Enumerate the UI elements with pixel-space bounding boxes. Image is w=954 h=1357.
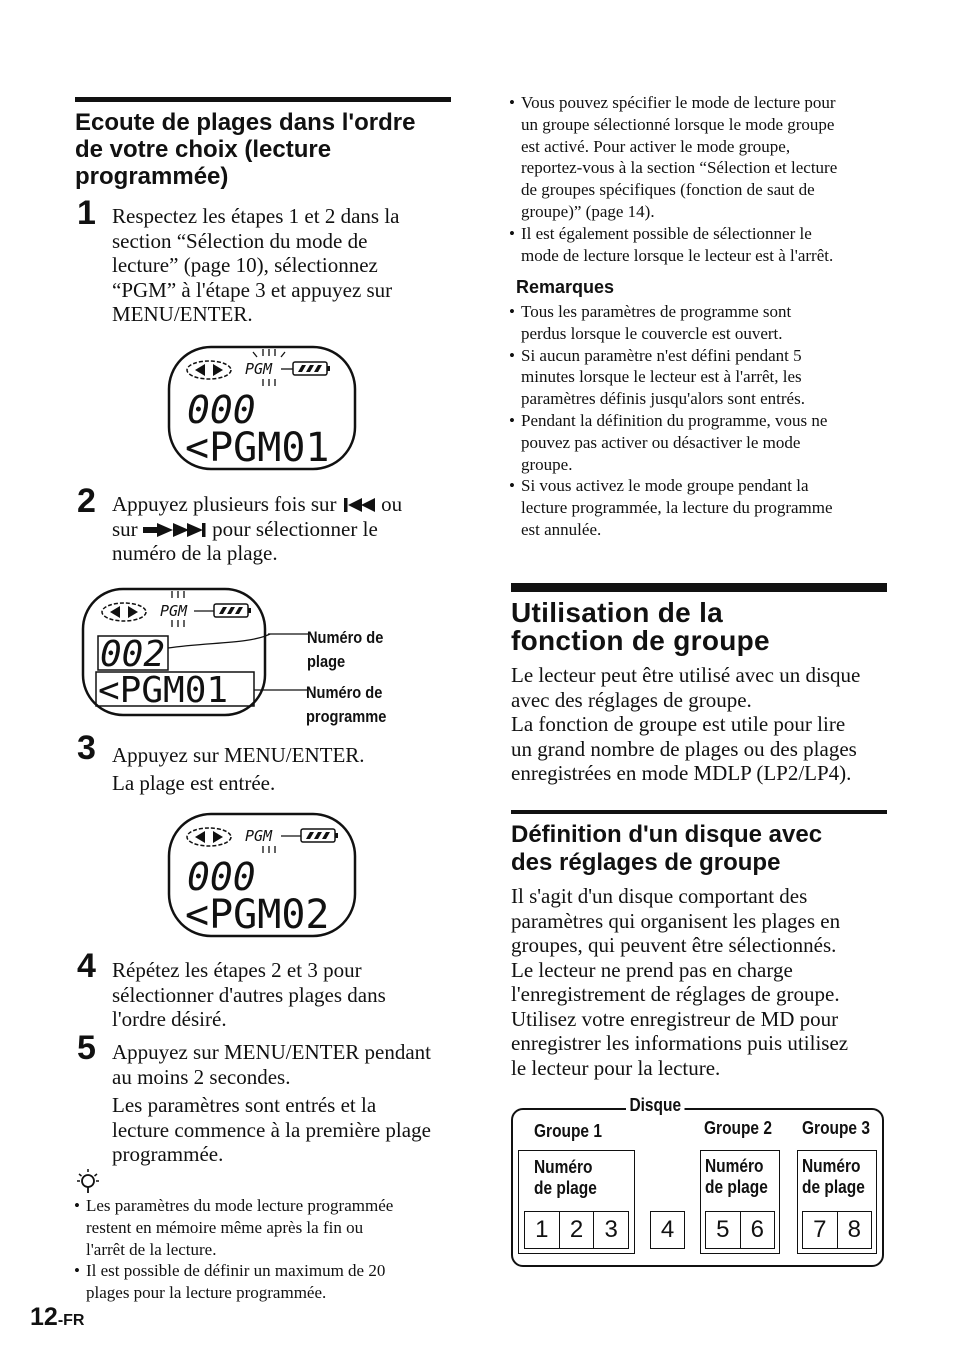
section-rule bbox=[511, 583, 887, 592]
callout-track-number: Numéro de plage bbox=[307, 628, 384, 671]
top-notes-list bbox=[509, 92, 894, 266]
remark-item: • Si aucun paramètre n'est défini pendant 5 minutes lorsque le lecteur est à l'arrêt, les paramètres définis jusqu'alors sont entrés. bbox=[509, 345, 894, 410]
loose-track-cell: 4 bbox=[650, 1211, 685, 1249]
left-heading: Ecoute de plages dans l'ordre de votre choix (lecture programmée) bbox=[75, 109, 416, 190]
group-3-tracks bbox=[802, 1211, 872, 1249]
remark-item: • Si vous activez le mode groupe pendant la lecture programmée, la lecture du programme est annulée. bbox=[509, 475, 894, 540]
page-number: 12-FR bbox=[30, 1303, 85, 1331]
subsection-body: Il s'agit d'un disque comportant des paramètres qui organisent les plages en groupes, qui peuvent être sélectionnés. Le lecteur ne prend pas en charge l'enregistrement de réglages de groupe. Utilisez votre enregistreur de MD pour enregistrer les informations puis utilisez le lecteur pour la lecture. bbox=[511, 884, 849, 1080]
pgm-indicator: PGM bbox=[245, 827, 273, 845]
track-cell: 1 bbox=[525, 1212, 560, 1248]
lcd-display-3 bbox=[165, 810, 360, 940]
step-number-1: 1 bbox=[77, 194, 96, 232]
lcd-line-2: <PGM02 bbox=[185, 892, 330, 938]
track-cell: 2 bbox=[560, 1212, 595, 1248]
step-4-text: Répétez les étapes 2 et 3 pour sélectionner d'autres plages dans l'ordre désiré. bbox=[112, 958, 386, 1031]
previous-track-icon bbox=[342, 497, 376, 513]
group-1-track-label: Numéro de plage bbox=[534, 1157, 597, 1198]
lcd-line-1: 000 bbox=[187, 388, 256, 432]
callout-program-number: Numéro de programme bbox=[306, 683, 387, 726]
step-2-text: Appuyez plusieurs fois sur ou sur pour sélectionner le numéro de la plage. bbox=[112, 492, 403, 565]
lcd-line-2: <PGM01 bbox=[98, 670, 229, 711]
group-3-track-label: Numéro de plage bbox=[802, 1156, 865, 1197]
section-title: Utilisation de la fonction de groupe bbox=[511, 597, 770, 656]
lcd-line-2: <PGM01 bbox=[185, 425, 330, 471]
track-cell: 8 bbox=[847, 1216, 861, 1243]
group-2-track-label: Numéro de plage bbox=[705, 1156, 768, 1197]
remark-item: • Tous les paramètres de programme sont perdus lorsque le couvercle est ouvert. bbox=[509, 301, 894, 345]
tips-list bbox=[74, 1195, 459, 1304]
remarks-title: Remarques bbox=[516, 277, 615, 297]
tip-item: • Il est possible de définir un maximum de 20 plages pour la lecture programmée. bbox=[74, 1260, 459, 1304]
subsection-title: Définition d'un disque avec des réglages de groupe bbox=[511, 821, 823, 876]
subsection-rule bbox=[511, 810, 887, 814]
note-item: • Il est également possible de sélectionner le mode de lecture lorsque le lecteur est à l'arrêt. bbox=[509, 223, 894, 267]
lcd-line-1: 000 bbox=[187, 855, 256, 899]
step-5-text: Appuyez sur MENU/ENTER pendant au moins 2 secondes. Les paramètres sont entrés et la lecture commence à la première plage programmée. bbox=[112, 1040, 432, 1166]
step-number-2: 2 bbox=[77, 482, 96, 520]
group-1-tracks bbox=[524, 1211, 629, 1249]
track-cell: 3 bbox=[604, 1216, 618, 1243]
tip-item: • Les paramètres du mode lecture programmée restent en mémoire même après la fin ou l'arrêt de la lecture. bbox=[74, 1195, 459, 1260]
section-body: Le lecteur peut être utilisé avec un disque avec des réglages de groupe. La fonction de groupe est utile pour lire un grand nombre de plages ou des plages enregistrées en mode MDLP (LP2/LP4). bbox=[511, 663, 861, 785]
note-item: • Vous pouvez spécifier le mode de lecture pour un groupe sélectionné lorsque le mode groupe est activé. Pour activer le mode groupe, reportez-vous à la section “Sélection et lecture de groupes spécifiques (fonction de saut de groupe)” (page 14). bbox=[509, 92, 894, 223]
track-cell: 7 bbox=[803, 1212, 838, 1248]
pgm-indicator: PGM bbox=[245, 360, 273, 378]
tip-lightbulb-icon bbox=[76, 1168, 100, 1196]
lcd-display-1 bbox=[165, 343, 360, 473]
group-1-label: Groupe 1 bbox=[534, 1121, 602, 1141]
group-3-label: Groupe 3 bbox=[802, 1118, 870, 1138]
next-track-icon bbox=[143, 522, 207, 538]
group-2-label: Groupe 2 bbox=[704, 1118, 772, 1138]
remark-item: • Pendant la définition du programme, vous ne pouvez pas activer ou désactiver le mode groupe. bbox=[509, 410, 894, 475]
left-heading-rule bbox=[75, 97, 451, 102]
step-3-text: Appuyez sur MENU/ENTER. La plage est entrée. bbox=[112, 743, 365, 795]
pgm-indicator: PGM bbox=[160, 602, 188, 620]
step-number-5: 5 bbox=[77, 1029, 96, 1067]
lcd-display-2 bbox=[80, 586, 310, 718]
step-number-4: 4 bbox=[77, 947, 96, 985]
step-1-text: Respectez les étapes 1 et 2 dans la section “Sélection du mode de lecture” (page 10), sélectionnez “PGM” à l'étape 3 et appuyez sur MENU/ENTER. bbox=[112, 204, 400, 326]
group-2-tracks bbox=[705, 1211, 775, 1249]
disc-label: Disque bbox=[626, 1095, 684, 1116]
track-cell: 5 bbox=[706, 1212, 741, 1248]
remarks-list bbox=[509, 301, 894, 541]
step-number-3: 3 bbox=[77, 729, 96, 767]
track-cell: 6 bbox=[750, 1216, 764, 1243]
lcd-line-1: 002 bbox=[100, 634, 166, 675]
